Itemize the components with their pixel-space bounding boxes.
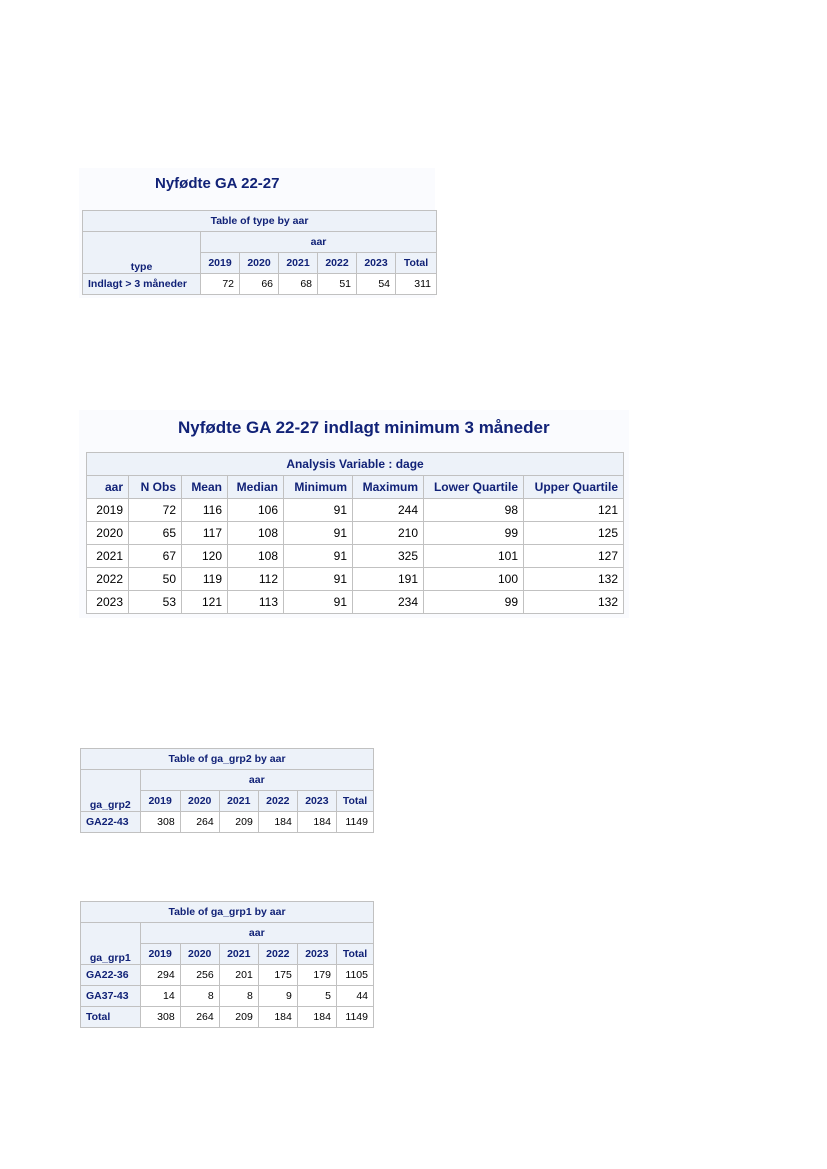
cell: 244 xyxy=(353,499,424,522)
cell: 294 xyxy=(140,965,180,986)
row-label: 2023 xyxy=(87,591,129,614)
cell: 175 xyxy=(258,965,297,986)
cell: 108 xyxy=(228,545,284,568)
row-label: 2022 xyxy=(87,568,129,591)
cell: 91 xyxy=(284,568,353,591)
column-header: 2020 xyxy=(240,253,279,274)
column-header: 2019 xyxy=(140,944,180,965)
cell: 256 xyxy=(180,965,219,986)
cell: 91 xyxy=(284,499,353,522)
cell: 1149 xyxy=(336,812,373,833)
cell: 44 xyxy=(336,986,373,1007)
column-header: 2023 xyxy=(297,791,336,812)
row-label: GA22-43 xyxy=(81,812,141,833)
row-variable-header: ga_grp2 xyxy=(81,770,141,812)
row-label: GA22-36 xyxy=(81,965,141,986)
cell: 119 xyxy=(182,568,228,591)
column-variable-header: aar xyxy=(201,232,437,253)
section3-table xyxy=(80,748,374,833)
cell: 91 xyxy=(284,545,353,568)
table-row xyxy=(83,274,437,295)
table-row xyxy=(81,1007,374,1028)
cell: 132 xyxy=(524,568,624,591)
section1-title: Nyfødte GA 22-27 xyxy=(155,175,280,192)
row-variable-header: type xyxy=(83,232,201,274)
cell: 99 xyxy=(424,591,524,614)
row-label: 2020 xyxy=(87,522,129,545)
cell: 121 xyxy=(524,499,624,522)
column-header: 2023 xyxy=(357,253,396,274)
table-caption: Table of ga_grp1 by aar xyxy=(81,902,374,923)
column-header: aar xyxy=(87,476,129,499)
cell: 91 xyxy=(284,591,353,614)
cell: 209 xyxy=(219,1007,258,1028)
table-caption: Analysis Variable : dage xyxy=(87,453,624,476)
cell: 117 xyxy=(182,522,228,545)
column-variable-header: aar xyxy=(140,923,373,944)
column-header: Maximum xyxy=(353,476,424,499)
cell: 311 xyxy=(396,274,437,295)
column-header: 2022 xyxy=(258,791,297,812)
column-header: Total xyxy=(336,944,373,965)
cell: 1149 xyxy=(336,1007,373,1028)
column-header: 2020 xyxy=(180,791,219,812)
table-row xyxy=(87,591,624,614)
row-label: 2021 xyxy=(87,545,129,568)
cell: 264 xyxy=(180,1007,219,1028)
cell: 184 xyxy=(258,1007,297,1028)
column-header: 2020 xyxy=(180,944,219,965)
cell: 65 xyxy=(129,522,182,545)
cell: 184 xyxy=(297,1007,336,1028)
column-header: Upper Quartile xyxy=(524,476,624,499)
cell: 72 xyxy=(201,274,240,295)
table-caption: Table of ga_grp2 by aar xyxy=(81,749,374,770)
row-label: Indlagt > 3 måneder xyxy=(83,274,201,295)
cell: 209 xyxy=(219,812,258,833)
column-header: Lower Quartile xyxy=(424,476,524,499)
table-row xyxy=(81,986,374,1007)
cell: 72 xyxy=(129,499,182,522)
cell: 5 xyxy=(297,986,336,1007)
cell: 201 xyxy=(219,965,258,986)
column-header: 2021 xyxy=(279,253,318,274)
cell: 67 xyxy=(129,545,182,568)
cell: 50 xyxy=(129,568,182,591)
cell: 9 xyxy=(258,986,297,1007)
cell: 308 xyxy=(140,1007,180,1028)
row-label: Total xyxy=(81,1007,141,1028)
table-row xyxy=(81,965,374,986)
table-row xyxy=(87,568,624,591)
cell: 179 xyxy=(297,965,336,986)
table-row xyxy=(87,545,624,568)
row-label: 2019 xyxy=(87,499,129,522)
column-header: 2022 xyxy=(318,253,357,274)
cell: 125 xyxy=(524,522,624,545)
cell: 191 xyxy=(353,568,424,591)
column-header: 2021 xyxy=(219,791,258,812)
cell: 120 xyxy=(182,545,228,568)
cell: 112 xyxy=(228,568,284,591)
cell: 98 xyxy=(424,499,524,522)
cell: 91 xyxy=(284,522,353,545)
cell: 68 xyxy=(279,274,318,295)
column-header: 2019 xyxy=(201,253,240,274)
column-header: Mean xyxy=(182,476,228,499)
cell: 106 xyxy=(228,499,284,522)
cell: 100 xyxy=(424,568,524,591)
table-caption: Table of type by aar xyxy=(83,211,437,232)
section1-table xyxy=(82,210,437,295)
cell: 308 xyxy=(140,812,180,833)
column-header: Minimum xyxy=(284,476,353,499)
cell: 325 xyxy=(353,545,424,568)
cell: 14 xyxy=(140,986,180,1007)
column-header: Total xyxy=(336,791,373,812)
row-label: GA37-43 xyxy=(81,986,141,1007)
cell: 127 xyxy=(524,545,624,568)
cell: 116 xyxy=(182,499,228,522)
column-header: 2019 xyxy=(140,791,180,812)
cell: 8 xyxy=(180,986,219,1007)
cell: 99 xyxy=(424,522,524,545)
table-row xyxy=(81,812,374,833)
cell: 51 xyxy=(318,274,357,295)
section2-title: Nyfødte GA 22-27 indlagt minimum 3 måneder xyxy=(178,418,550,437)
cell: 264 xyxy=(180,812,219,833)
cell: 210 xyxy=(353,522,424,545)
column-header: 2021 xyxy=(219,944,258,965)
cell: 101 xyxy=(424,545,524,568)
cell: 234 xyxy=(353,591,424,614)
table-row xyxy=(87,499,624,522)
column-header: 2023 xyxy=(297,944,336,965)
column-header: N Obs xyxy=(129,476,182,499)
cell: 8 xyxy=(219,986,258,1007)
cell: 184 xyxy=(258,812,297,833)
cell: 53 xyxy=(129,591,182,614)
row-variable-header: ga_grp1 xyxy=(81,923,141,965)
column-variable-header: aar xyxy=(140,770,373,791)
cell: 1105 xyxy=(336,965,373,986)
cell: 54 xyxy=(357,274,396,295)
cell: 66 xyxy=(240,274,279,295)
section4-table xyxy=(80,901,374,1028)
cell: 113 xyxy=(228,591,284,614)
cell: 184 xyxy=(297,812,336,833)
cell: 132 xyxy=(524,591,624,614)
column-header: Median xyxy=(228,476,284,499)
section2-table xyxy=(86,452,624,614)
table-row xyxy=(87,522,624,545)
cell: 121 xyxy=(182,591,228,614)
column-header: 2022 xyxy=(258,944,297,965)
column-header: Total xyxy=(396,253,437,274)
cell: 108 xyxy=(228,522,284,545)
